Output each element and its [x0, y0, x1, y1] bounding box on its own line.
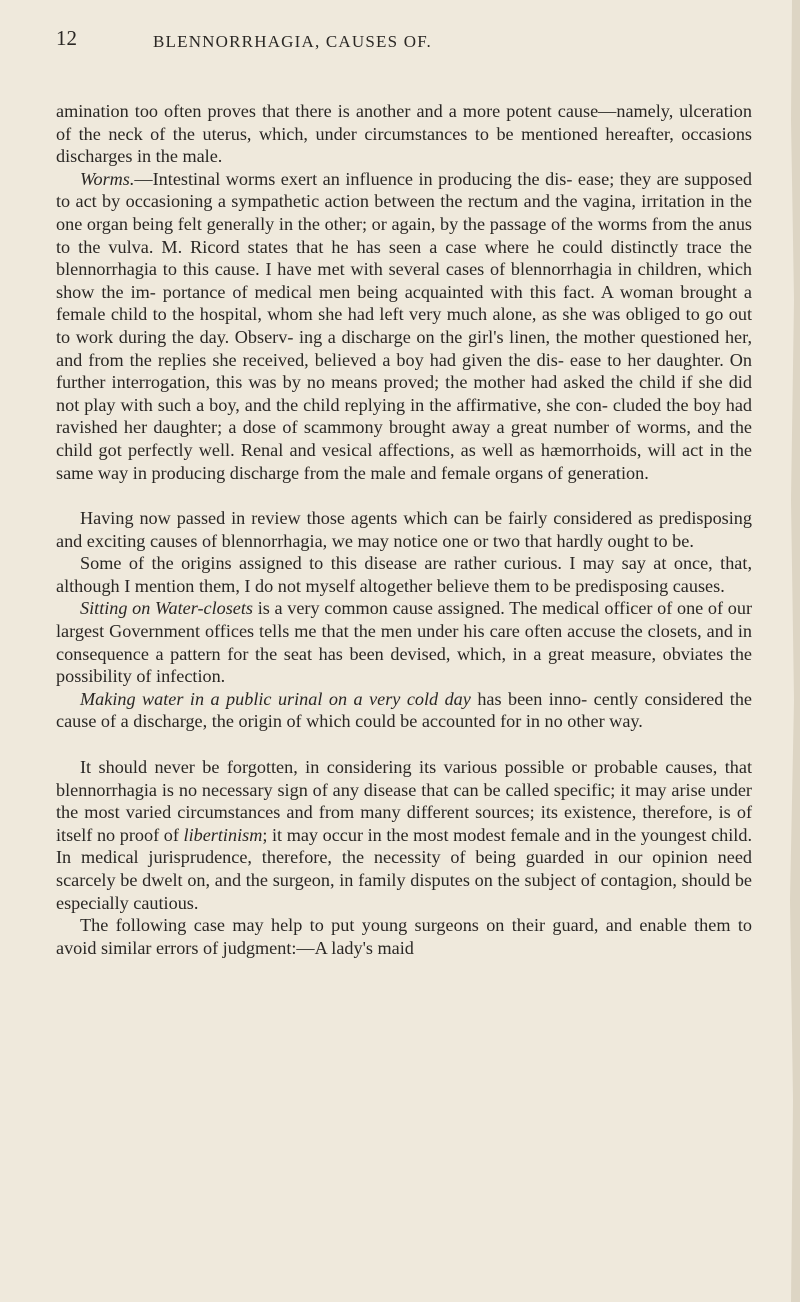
section-heading-making-water: Making water in a public urinal on a very cold day: [80, 688, 471, 709]
section-heading-sitting: Sitting on Water-closets: [80, 598, 254, 619]
paragraph-making-water: [56, 688, 752, 733]
paragraph-sitting: [56, 597, 752, 687]
running-head: BLENNORRHAGIA, CAUSES OF.: [153, 32, 432, 51]
page-header: [56, 26, 752, 70]
paragraph-text: —Intestinal worms exert an influence in producing the dis- ease; they are supposed to act by occasioning a sympathetic action between the rectum and the vagina, irritation in the one organ being felt generally in the other; or again, by the passage of the worms from the anus to the vulva. M. Ricord states that he has seen a case where he could distinctly trace the blennorrhagia to this cause. I have met with several cases of blennorrhagia in children, which show the im- portance of medical men being acquainted with this fact. A woman brought a female child to the hospital, whom she had left very much alone, as she was obliged to go out to work during the day. Observ- ing a discharge on the girl's linen, the mother questioned her, and from the replies she received, believed a boy had given the dis- ease to her daughter. On further interrogation, this was by no means proved; the mother had asked the child if she did not play with such a boy, and the child replying in the affirmative, she con- cluded the boy had ravished her daughter; a dose of scammony brought away a great number of worms, and the child got perfectly well. Renal and vesical affections, as well as hæmorrhoids, will act in the same way in producing discharge from the male and female organs of generation.: [56, 168, 752, 483]
body-text: [56, 100, 752, 959]
section-heading-worms: Worms.: [80, 168, 135, 189]
emphasis-libertinism: libertinism: [183, 824, 263, 845]
section-gap: [56, 733, 752, 756]
paragraph: Some of the origins assigned to this disease are rather curious. I may say at once, that, although I mention them, I do not myself altogether believe them to be predisposing causes.: [56, 553, 752, 596]
paragraph-text: is a very common cause assigned. The medical officer of one of our largest Government offices tells me that the men under his care often accuse the closets, and in consequence a pattern for the seat has been devised, which, in a great measure, obviates the possibility of infection.: [56, 598, 753, 687]
paragraph: amination too often proves that there is another and a more potent cause—namely, ulceration of the neck of the uterus, which, under circumstances to be mentioned hereafter, occasions discharges in the male.: [56, 101, 752, 167]
paragraph-worms: [56, 168, 752, 484]
section-gap: [56, 484, 752, 507]
paragraph-forgotten: [56, 756, 752, 914]
paragraph: The following case may help to put young surgeons on their guard, and enable them to avoid similar errors of judgment:—A lady's maid: [56, 915, 752, 958]
paragraph-text: ; it may occur in the most modest female and in the youngest child. In medical jurisprudence, therefore, the necessity of being guarded in our opinion need scarcely be dwelt on, and the surgeon, in family disputes on the subject of contagion, should be especially cautious.: [56, 824, 752, 913]
paragraph-text: It should never be forgotten, in considering its various possible or probable causes, that blennorrhagia is no necessary sign of any disease that can be called specific; it may arise under the most varied circumstances and from many different sources; its existence, therefore, is of itself no proof of: [56, 757, 752, 845]
page-number: 12: [56, 26, 77, 50]
paragraph: Having now passed in review those agents which can be fairly considered as predisposing and exciting causes of blennorrhagia, we may notice one or two that hardly ought to be.: [56, 508, 752, 551]
paragraph-text: has been inno- cently considered the cause of a discharge, the origin of which could be accounted for in no other way.: [56, 688, 752, 732]
